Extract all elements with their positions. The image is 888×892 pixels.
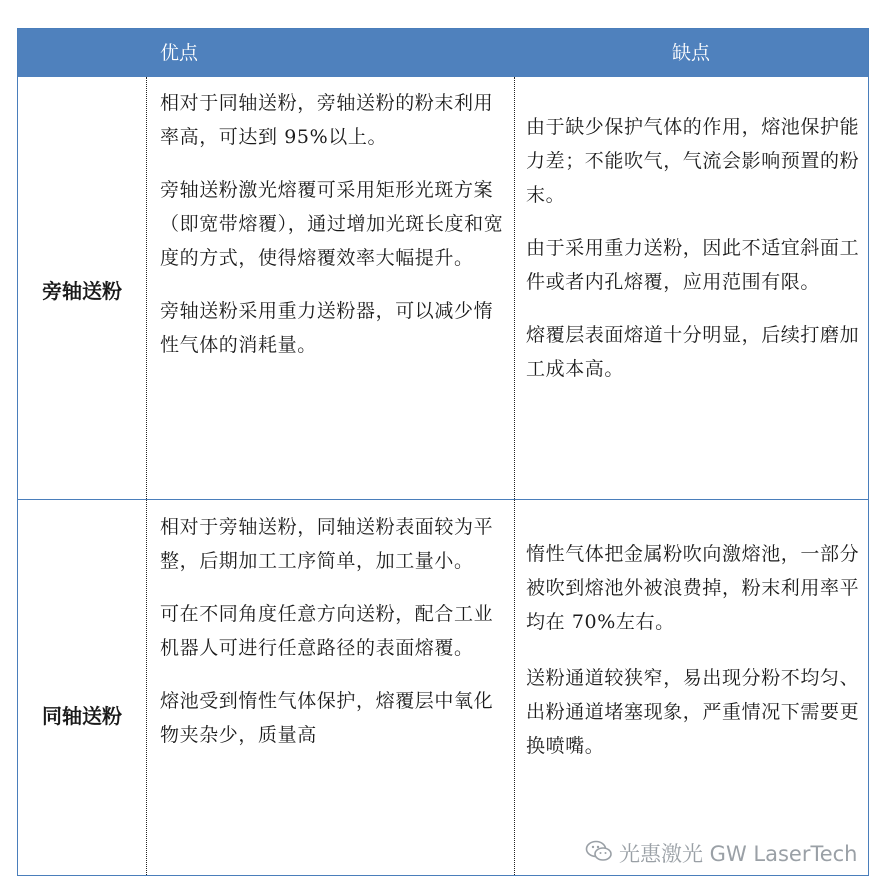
disadvantage-item: 由于缺少保护气体的作用，熔池保护能力差；不能吹气，气流会影响预置的粉末。 — [526, 116, 860, 206]
advantages-cell — [160, 510, 510, 752]
advantage-item: 相对于旁轴送粉，同轴送粉表面较为平整，后期加工工序简单，加工量小。 — [160, 516, 494, 572]
column-divider — [514, 77, 515, 499]
column-divider — [146, 500, 147, 875]
row-label: 旁轴送粉 — [42, 279, 122, 303]
column-divider — [146, 77, 147, 499]
disadvantages-cell — [526, 537, 864, 763]
wechat-icon — [585, 839, 613, 868]
table-header — [18, 29, 868, 77]
disadvantage-item: 熔覆层表面熔道十分明显，后续打磨加工成本高。 — [526, 324, 860, 380]
disadvantage-item: 送粉通道较狭窄，易出现分粉不均匀、出粉通道堵塞现象，严重情况下需要更换喷嘴。 — [526, 667, 860, 757]
advantage-item: 旁轴送粉采用重力送粉器，可以减少惰性气体的消耗量。 — [160, 300, 494, 356]
advantage-item: 相对于同轴送粉，旁轴送粉的粉末利用率高，可达到 95%以上。 — [160, 92, 494, 148]
advantage-item: 可在不同角度任意方向送粉，配合工业机器人可进行任意路径的表面熔覆。 — [160, 603, 494, 659]
row-label: 同轴送粉 — [42, 704, 122, 728]
advantage-item: 熔池受到惰性气体保护，熔覆层中氧化物夹杂少，质量高 — [160, 690, 494, 746]
disadvantages-cell — [526, 110, 864, 386]
disadvantage-item: 由于采用重力送粉，因此不适宜斜面工件或者内孔熔覆，应用范围有限。 — [526, 237, 860, 293]
header-disadvantages: 缺点 — [671, 42, 710, 64]
comparison-table — [17, 28, 869, 876]
table-row — [18, 500, 868, 875]
advantages-cell — [160, 86, 510, 362]
watermark-text: 光惠激光 GW LaserTech — [619, 842, 858, 866]
watermark — [585, 838, 858, 868]
column-divider — [514, 500, 515, 875]
advantage-item: 旁轴送粉激光熔覆可采用矩形光斑方案（即宽带熔覆），通过增加光斑长度和宽度的方式，使得熔覆效率大幅提升。 — [160, 179, 504, 269]
disadvantage-item: 惰性气体把金属粉吹向激熔池，一部分被吹到熔池外被浪费掉，粉末利用率平均在 70%左右。 — [526, 543, 860, 633]
table-row — [18, 77, 868, 500]
header-advantages: 优点 — [160, 42, 199, 64]
